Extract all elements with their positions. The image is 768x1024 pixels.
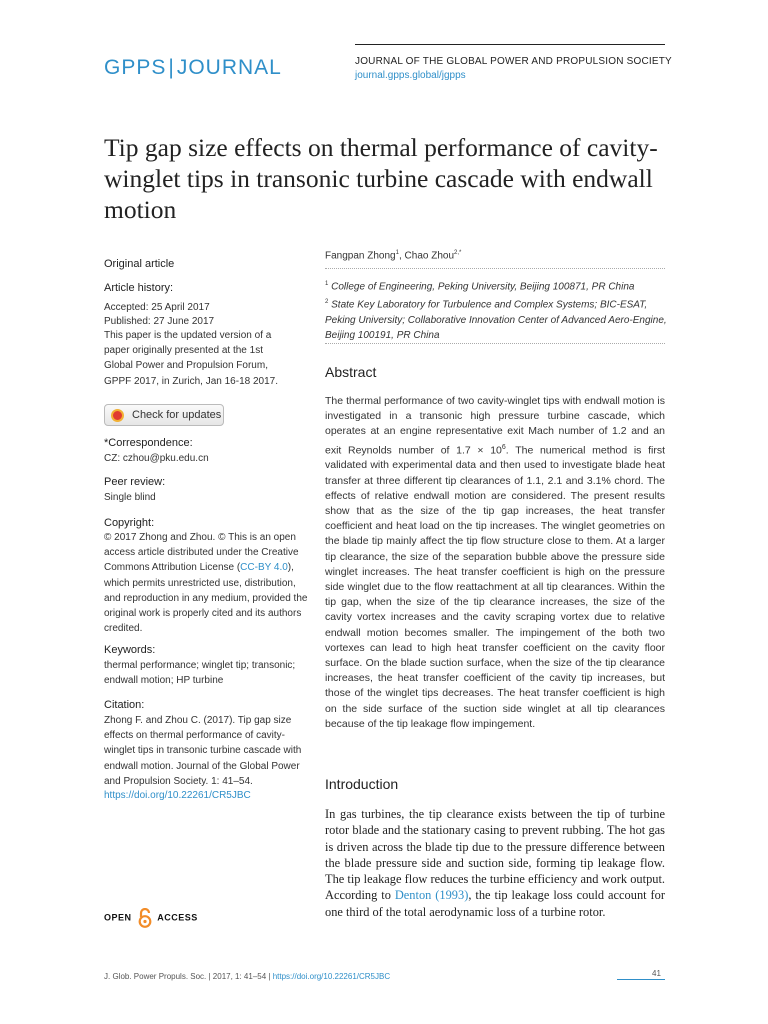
journal-name: JOURNAL OF THE GLOBAL POWER AND PROPULSION SOCIETY bbox=[355, 56, 672, 67]
keywords-text: thermal performance; winglet tip; transonic; endwall motion; HP turbine bbox=[104, 660, 296, 687]
affiliation-1-sup: 1 bbox=[325, 281, 329, 287]
open-label: OPEN bbox=[104, 912, 132, 923]
affiliation-1-text: College of Engineering, Peking University, Beijing 100871, PR China bbox=[331, 281, 635, 293]
history-note: This paper is the updated version of a paper originally presented at the 1st Global Power and Propulsion Forum, GPPF 2017, in Zurich, Jan 16-18 2017. bbox=[104, 330, 278, 387]
denton-reference-link[interactable]: Denton (1993) bbox=[394, 888, 469, 903]
page-number-rule bbox=[617, 979, 665, 980]
author-list bbox=[325, 250, 461, 261]
correspondence-email: CZ: czhou@pku.edu.cn bbox=[104, 453, 209, 464]
abstract-heading: Abstract bbox=[325, 364, 377, 380]
author-separator: , bbox=[398, 250, 405, 262]
keywords-heading: Keywords: bbox=[104, 644, 156, 656]
cc-by-link[interactable]: CC-BY 4.0 bbox=[240, 562, 288, 574]
introduction-heading: Introduction bbox=[325, 776, 399, 792]
logo-gpps: GPPS bbox=[104, 56, 167, 79]
logo-journal: JOURNAL bbox=[176, 56, 282, 79]
check-for-updates-label: Check for updates bbox=[132, 409, 222, 421]
history-heading: Article history: bbox=[104, 282, 174, 294]
abstract-text-sup: 6 bbox=[501, 443, 506, 451]
page-number: 41 bbox=[652, 969, 661, 978]
page-footer bbox=[104, 972, 390, 981]
open-lock-icon bbox=[137, 908, 153, 928]
author-1-sup: 1 bbox=[395, 250, 399, 256]
open-access-badge bbox=[104, 908, 198, 928]
access-label: ACCESS bbox=[157, 912, 198, 923]
peer-review-heading: Peer review: bbox=[104, 476, 166, 488]
affiliation-2-sup: 2 bbox=[325, 298, 329, 305]
journal-logo bbox=[104, 56, 282, 80]
introduction-text-pre: In gas turbines, the tip clearance exists between the tip of turbine rotor blade and the stationary casing to prevent rubbing. The hot gas is driven across the blade tip due to the pressure difference between the blade pressure side and suction side, forming tip leakage flow. The tip leakage flow reduces the turbine efficiency and work output. According to bbox=[325, 807, 665, 903]
affiliation-2 bbox=[325, 295, 670, 344]
copyright-heading: Copyright: bbox=[104, 517, 155, 529]
article-type: Original article bbox=[104, 258, 175, 270]
citation-doi-link[interactable]: https://doi.org/10.22261/CR5JBC bbox=[104, 790, 251, 801]
abstract-text-pre: The thermal performance of two cavity-winglet tips with endwall motion is investigated in a transonic high pressure turbine cascade, which operates at an engine representative exit Mach number of 1.2 and an exit Reynolds number of 1.7 × 10 bbox=[325, 395, 665, 457]
header-rule bbox=[355, 44, 665, 45]
copyright-text-pre: © 2017 Zhong and Zhou. © This is an open access article distributed under the Creative Commons Attribution License ( bbox=[104, 532, 299, 574]
journal-url-link[interactable]: journal.gpps.global/jgpps bbox=[355, 70, 466, 81]
history-published: Published: 27 June 2017 bbox=[104, 316, 215, 327]
abstract-text-post: . The numerical method is first validated with experimental data and then used to investigate blade heat transfer at three different tip clearances of 1.1, 2.1 and 3.1% chord. The effects of relative endwall motion are considered. The present results show that as the size of the tip gap increases, the heat transfer coefficient and heat load on the tip increases. The winglet geometries on the blade tip mainly affect the tip flow structure close to them. At a larger tip clearance, the size of the separation bubble above the pressure side winglet increases. The heat transfer coefficient is high on the pressure side winglet due to the flow reattachment at all tip clearances. Within the tip gap, when the size of the tip clearance increases, the size of the cavity vortex increases and the cavity scraping vortex due to relative endwall motion becomes smaller. The impingement of the both two vortexes can lead to high heat transfer coefficient on the cavity floor surface. On the blade suction surface, when the size of the tip clearance increases, the heat transfer coefficient of the cavity tip increases, but those of the winglet tips decreases. The heat transfer coefficient is high on the side surface of the suction side winglet at all tip clearances because of the tip leakage flow impingement. bbox=[325, 444, 665, 730]
footer-citation: J. Glob. Power Propuls. Soc. | 2017, 1: 41–54 | bbox=[104, 972, 273, 981]
affiliation-2-text: State Key Laboratory for Turbulence and Complex Systems; BIC-ESAT, Peking University; Collaborative Innovation Center of Advanced Aero-Engine, Beijing 100191, PR China bbox=[325, 299, 667, 342]
affiliation-1 bbox=[325, 277, 670, 295]
introduction-text-post: , the tip leakage loss could account for one third of the total aerodynamic loss of a turbine rotor. bbox=[325, 888, 665, 919]
peer-review-value: Single blind bbox=[104, 492, 156, 503]
citation-heading: Citation: bbox=[104, 699, 145, 711]
crossmark-icon bbox=[111, 409, 124, 422]
copyright-text bbox=[104, 530, 314, 636]
abstract-text bbox=[325, 394, 665, 732]
author-1: Fangpan Zhong bbox=[325, 250, 396, 262]
correspondence-heading: *Correspondence: bbox=[104, 437, 193, 449]
article-title: Tip gap size effects on thermal performance of cavity-winglet tips in transonic turbine cascade with endwall motion bbox=[104, 133, 658, 224]
introduction-text bbox=[325, 806, 665, 920]
check-for-updates-button[interactable] bbox=[104, 404, 224, 426]
authors-rule bbox=[325, 268, 665, 269]
citation-text: Zhong F. and Zhou C. (2017). Tip gap size effects on thermal performance of cavity-winglet tips in transonic turbine cascade with endwall motion. Journal of the Global Power and Propulsion Society. 1: 41–54. bbox=[104, 715, 302, 787]
copyright-text-post: ), which permits unrestricted use, distribution, and reproduction in any medium, provided the original work is properly cited and its authors credited. bbox=[104, 562, 308, 635]
affiliations-rule bbox=[325, 343, 665, 344]
author-2: Chao Zhou bbox=[404, 250, 455, 262]
footer-doi-link[interactable]: https://doi.org/10.22261/CR5JBC bbox=[272, 972, 391, 981]
author-2-sup: 2,* bbox=[454, 250, 462, 256]
logo-divider: | bbox=[168, 56, 175, 79]
affiliations bbox=[325, 277, 670, 344]
history-accepted: Accepted: 25 April 2017 bbox=[104, 302, 210, 313]
